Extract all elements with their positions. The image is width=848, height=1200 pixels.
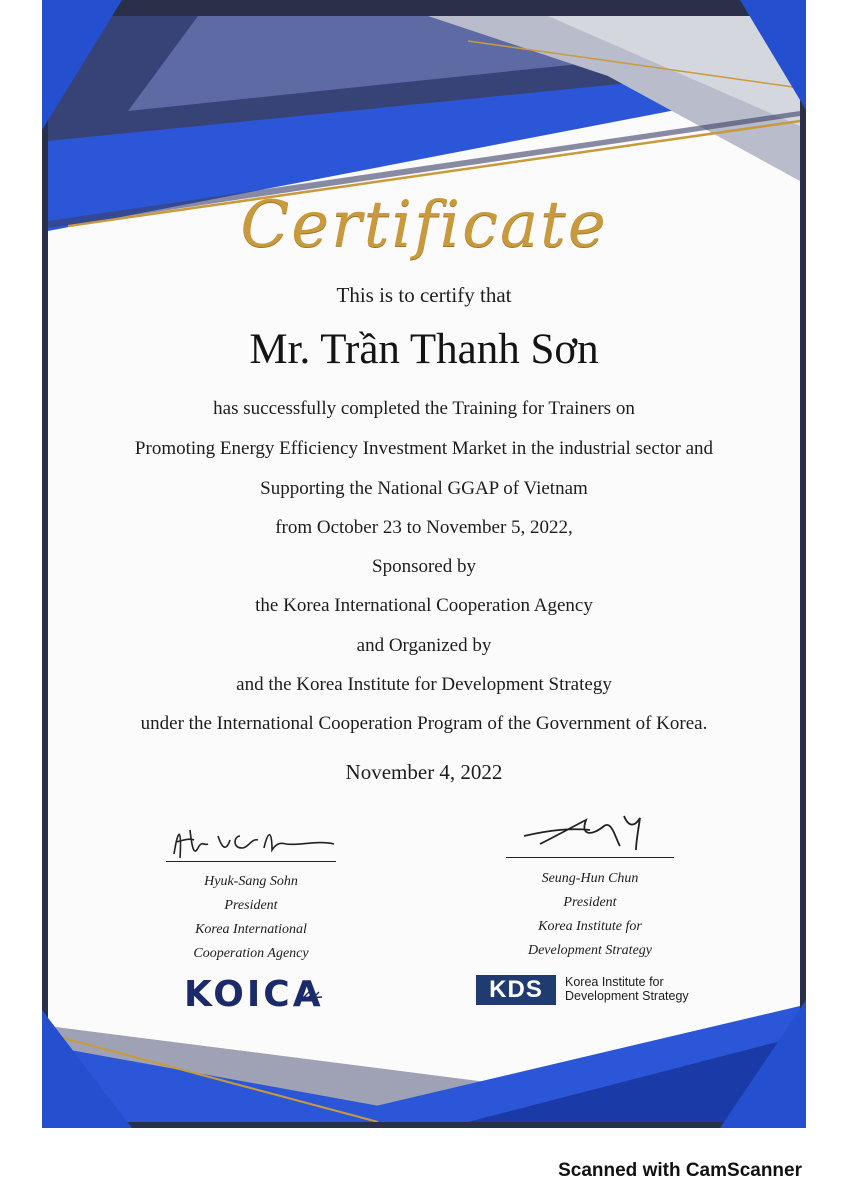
body-line: Promoting Energy Efficiency Investment Market in the industrial sector and: [134, 438, 714, 459]
corner-bottom-right: [720, 1000, 806, 1128]
body-line: under the International Cooperation Program of the Government of Korea.: [140, 713, 708, 734]
signature-right: [520, 806, 650, 856]
signature-line-right: [506, 857, 674, 858]
signatory-right: [500, 867, 680, 963]
body-line: from October 23 to November 5, 2022,: [275, 517, 573, 538]
signatory-org: Korea Institute for: [538, 919, 642, 934]
recipient-name: Mr. Trần Thanh Sơn: [249, 326, 599, 373]
certify-intro: This is to certify that: [336, 283, 512, 307]
bottom-decoration: [48, 1006, 800, 1122]
issue-date: November 4, 2022: [345, 760, 503, 784]
signatory-name: Seung-Hun Chun: [541, 871, 639, 886]
signatory-left: [166, 870, 336, 966]
body-line: Supporting the National GGAP of Vietnam: [260, 478, 588, 499]
koica-logo: KOICA: [184, 974, 324, 1015]
body-line: has successfully completed the Training for Trainers on: [213, 398, 635, 419]
body-line: and Organized by: [356, 635, 492, 656]
body-line: the Korea International Cooperation Agency: [255, 595, 593, 616]
certificate-title: Certificate: [240, 188, 608, 262]
signatory-org: Development Strategy: [527, 943, 652, 958]
corner-top-left: [42, 0, 122, 130]
kds-caption-line: Development Strategy: [565, 989, 689, 1003]
koica-leaf-icon: [296, 988, 324, 1002]
kds-caption-line: Korea Institute for: [565, 975, 664, 989]
signatory-title: President: [563, 895, 617, 910]
body-line: Sponsored by: [372, 556, 476, 577]
corner-bottom-left: [42, 1010, 132, 1128]
signatory-title: President: [224, 898, 278, 913]
signatory-org: Korea International: [195, 922, 307, 937]
corner-top-right: [740, 0, 806, 110]
kds-logo: KDS: [476, 975, 556, 1005]
kds-logo-caption: [565, 975, 689, 1003]
signatory-org: Cooperation Agency: [193, 946, 309, 961]
signatory-name: Hyuk-Sang Sohn: [204, 874, 298, 889]
camscanner-watermark: Scanned with CamScanner: [558, 1160, 802, 1181]
signature-left: [168, 818, 338, 866]
body-line: and the Korea Institute for Development Strategy: [236, 674, 612, 695]
signature-line-left: [166, 861, 336, 862]
